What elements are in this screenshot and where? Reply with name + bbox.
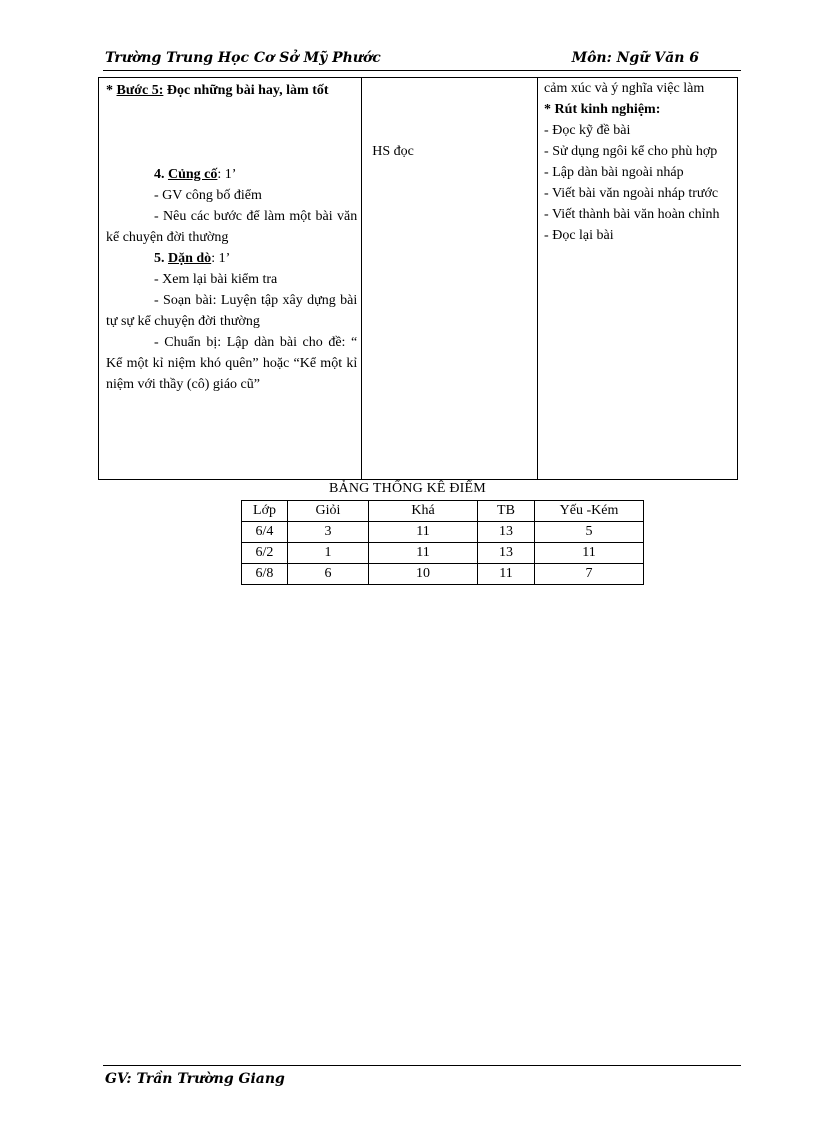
section5-time: : 1’ [211,251,231,266]
section4-line2: - Nêu các bước để làm một bài văn kể chuyện đời thường [106,209,358,245]
experience-item: - Viết thành bài văn hoàn chỉnh [544,207,720,222]
table-row [242,543,644,564]
experience-item: - Viết bài văn ngoài nháp trước [544,186,719,201]
section5-number: 5. [154,251,168,266]
section4-line1: - GV công bố điểm [154,188,262,203]
hs-doc-text: HS đọc [372,144,414,159]
section5-label: Dặn dò [168,251,212,266]
section5-line2: - Soạn bài: Luyện tập xây dựng bài tự sự kể chuyện đời thường [106,293,358,329]
content-line0: cảm xúc và ý nghĩa việc làm [544,81,705,96]
step5-star: * [106,83,117,98]
table-row [242,522,644,543]
table-cell: 11 [535,543,644,564]
page-header [103,46,741,71]
step5-text: Đọc những bài hay, làm tốt [163,83,329,98]
table-cell: 11 [369,522,478,543]
experience-item: - Đọc kỹ đề bài [544,123,631,138]
experience-item: - Sử dụng ngôi kể cho phù hợp [544,144,718,159]
section4-number: 4. [154,167,168,182]
table-cell: 1 [288,543,369,564]
experience-item: - Đọc lại bài [544,228,614,243]
table-cell: 11 [369,543,478,564]
footer-divider [103,1065,741,1066]
header-cell: Yếu -Kém [535,501,644,522]
experience-heading: * Rút kinh nghiệm: [544,102,661,117]
table-cell: 13 [478,522,535,543]
teacher-name: GV: Trần Trường Giang [105,1071,285,1087]
step5-label: Bước 5: [116,83,164,98]
table-cell: 6/2 [242,543,288,564]
stats-title: BẢNG THỐNG KÊ ĐIỂM [329,481,486,496]
spacer [106,101,357,164]
section5-line3: - Chuẩn bị: Lập dàn bài cho đề: “ Kể một kỉ niệm khó quên” hoặc “Kể một kỉ niệm với thầy (cô) giáo cũ” [106,335,358,392]
table-row [242,564,644,585]
content-cell [538,78,738,480]
step5-paragraph [106,80,357,101]
score-stats-table [241,500,644,585]
header-cell: Giỏi [288,501,369,522]
header-cell: TB [478,501,535,522]
spacer [372,78,537,141]
experience-item: - Lập dàn bài ngoài nháp [544,165,684,180]
section4-label: Củng cố [168,167,218,182]
table-cell: 6/4 [242,522,288,543]
table-cell: 11 [478,564,535,585]
section5-heading [106,248,357,269]
table-cell: 13 [478,543,535,564]
table-cell: 5 [535,522,644,543]
header-cell: Lớp [242,501,288,522]
table-cell: 3 [288,522,369,543]
school-name: Trường Trung Học Cơ Sở Mỹ Phước [105,50,381,66]
header-cell: Khá [369,501,478,522]
table-cell: 6 [288,564,369,585]
subject-name: Môn: Ngữ Văn 6 [571,50,699,66]
table-cell: 6/8 [242,564,288,585]
table-cell: 10 [369,564,478,585]
section4-heading [106,164,357,185]
teacher-activity-cell [99,78,362,480]
table-header-row [242,501,644,522]
table-cell: 7 [535,564,644,585]
section4-time: : 1’ [217,167,237,182]
lesson-row [99,78,738,480]
section5-line1: - Xem lại bài kiểm tra [154,272,278,287]
lesson-table [98,77,738,480]
student-activity-cell [362,78,538,480]
